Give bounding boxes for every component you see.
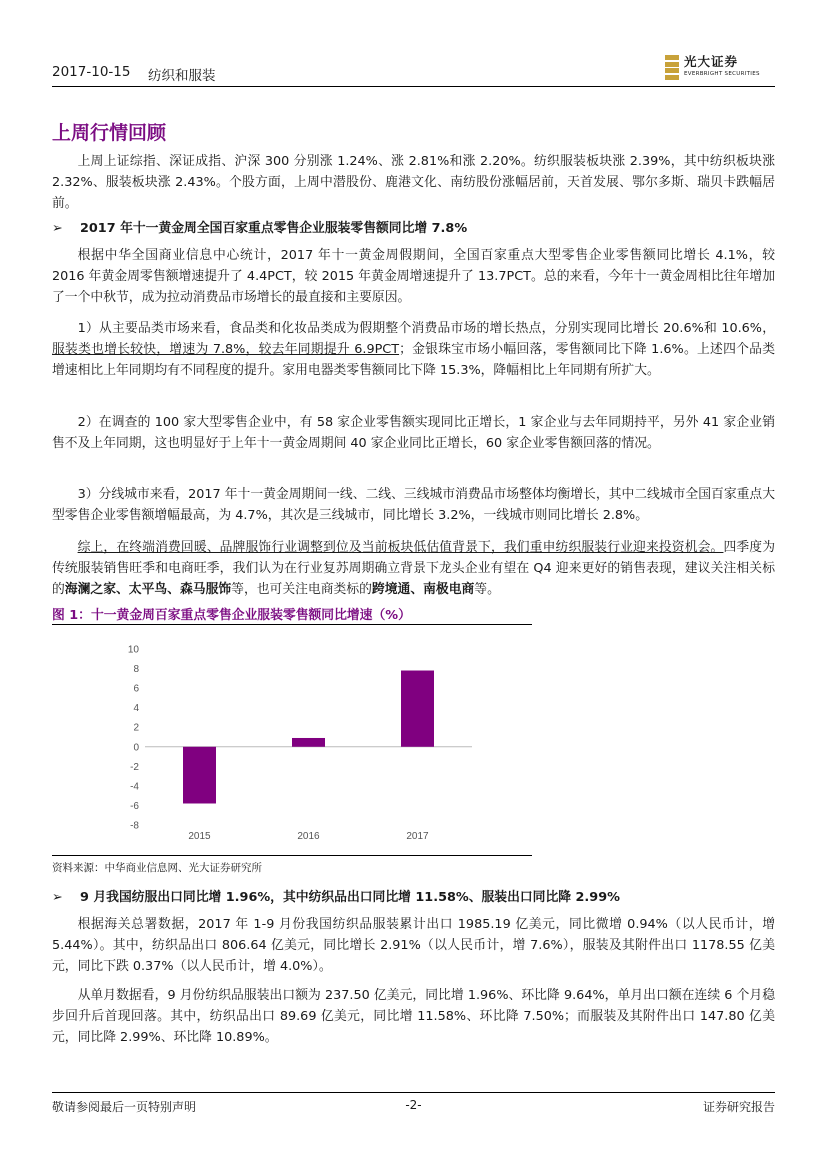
bullet-heading-exports <box>52 886 775 905</box>
category-text-c: ；金银珠宝市场小幅回落，零售额同比下降 1.6%。上述四个品类增速相比上年同期均有不同程度的提升。家用电器类零售额同比下降 15.3%，降幅相比上年同期有所扩大。 <box>52 342 775 378</box>
paragraph-export-monthly: 从单月数据看，9 月份纺织品服装出口额为 237.50 亿美元，同比增 1.96%、环比降 9.64%，单月出口额在连续 6 个月稳步回升后首现回落。其中，纺织品出口 89.69 亿美元，同比增 11.58%、环比降 7.50%；而服装及其附件出口 147.80 亿美元，同比降 2.99%、环比降 10.89%。 <box>52 988 775 1045</box>
x-tick-label: 2015 <box>188 831 211 842</box>
bar-2015 <box>183 747 216 804</box>
bar-2016 <box>292 738 325 747</box>
y-tick-label: -2 <box>130 761 139 773</box>
y-tick-label: 6 <box>133 683 139 695</box>
bullet-heading-text: 9 月我国纺服出口同比增 1.96%，其中纺织品出口同比增 11.58%、服装出口同比降 2.99% <box>80 890 620 905</box>
footer-report-type: 证券研究报告 <box>702 1100 775 1114</box>
y-tick-label: 10 <box>127 644 139 656</box>
y-tick-label: 0 <box>133 742 139 754</box>
figure-bottom-divider <box>52 855 532 856</box>
bullet-heading-golden-week <box>52 217 775 236</box>
category-text-a: 1）从主要品类市场来看，食品类和化妆品类成为假期整个消费品市场的增长热点，分别实现同比增长 20.6%和 10.6%， <box>77 321 775 336</box>
y-tick-label: -4 <box>130 781 139 793</box>
bar-2017 <box>401 671 434 747</box>
y-tick-label: -6 <box>130 800 139 812</box>
figure-source: 资料来源：中华商业信息网、光大证券研究所 <box>52 862 262 874</box>
paragraph-export-ytd: 根据海关总署数据，2017 年 1-9 月份我国纺织品服装累计出口 1985.19 亿美元，同比微增 0.94%（以人民币计，增 5.44%）。其中，纺织品出口 806.64 亿美元，同比增长 2.91%（以人民币计，增 7.6%），服装及其附件出口 1178.55 亿美元，同比下跌 0.37%（以人民币计，增 4.0%）。 <box>52 917 775 974</box>
logo-text-en: EVERBRIGHT SECURITIES <box>684 71 760 77</box>
x-tick-label: 2017 <box>406 831 429 842</box>
conclusion-ecommerce-picks: 跨境通、南极电商 <box>371 582 475 597</box>
header-divider <box>52 86 775 87</box>
figure-title: 图 1：十一黄金周百家重点零售企业服装零售额同比增速（%） <box>52 608 411 623</box>
company-logo <box>665 52 775 82</box>
paragraph-category-analysis <box>52 318 775 381</box>
logo-text-cn: 光大证券 <box>684 54 739 69</box>
figure-top-divider <box>52 624 532 625</box>
footer-divider <box>52 1092 775 1093</box>
paragraph-retail-stats: 根据中华全国商业信息中心统计，2017 年十一黄金周假期间，全国百家重点大型零售企业零售额同比增长 4.1%，较 2016 年黄金周零售额增速提升了 4.4PCT，较 2015 年黄金周增速提升了 13.7PCT。总的来看，今年十一黄金周相比往年增加了一个中秋节，成为拉动消费品市场增长的最直接和主要原因。 <box>52 248 775 305</box>
report-sector: 纺织和服装 <box>148 68 216 84</box>
conclusion-text-b: 四季度为传统服装销售旺季和电商旺季，我们认为在行业复苏周期确立背景下龙头企业有望在 Q4 迎来更好的销售表现，建议关注相关标的 <box>52 540 776 597</box>
x-tick-label: 2016 <box>297 831 320 842</box>
y-tick-label: 2 <box>133 722 139 734</box>
conclusion-text-d: 等，也可关注电商类标的 <box>231 582 372 597</box>
page-header <box>52 52 775 86</box>
conclusion-text-a: 综上，在终端消费回暖、品牌服饰行业调整到位及当前板块低估值背景下，我们重申纺织服装行业迎来投资机会。 <box>77 540 724 555</box>
arrow-bullet-icon: ➢ <box>52 890 63 905</box>
bullet-heading-text: 2017 年十一黄金周全国百家重点零售企业服装零售额同比增 7.8% <box>80 221 468 236</box>
y-tick-label: 8 <box>133 664 139 676</box>
section-title: 上周行情回顾 <box>52 122 167 144</box>
category-text-highlight: 服装类也增长较快，增速为 7.8%，较去年同期提升 6.9PCT <box>52 342 400 357</box>
arrow-bullet-icon: ➢ <box>52 221 63 236</box>
paragraph-city-analysis: 3）分线城市来看，2017 年十一黄金周期间一线、二线、三线城市消费品市场整体均衡增长，其中二线城市全国百家重点大型零售企业零售额增幅最高，为 4.7%，其次是三线城市，同比增长 3.2%，一线城市则同比增长 2.8%。 <box>52 487 776 523</box>
report-date: 2017-10-15 <box>52 64 131 80</box>
paragraph-market-review: 上周上证综指、深证成指、沪深 300 分别涨 1.24%、涨 2.81%和涨 2.20%。纺织服装板块涨 2.39%，其中纺织板块涨 2.32%、服装板块涨 2.43%。个股方面，上周中潜股份、鹿港文化、南纺股份涨幅居前，天首发展、鄂尔多斯、瑞贝卡跌幅居前。 <box>52 154 775 211</box>
conclusion-stock-picks: 海澜之家、太平鸟、森马服饰 <box>64 582 232 597</box>
bar-chart <box>52 630 532 850</box>
y-tick-label: -8 <box>130 820 139 832</box>
y-tick-label: 4 <box>133 703 139 715</box>
paragraph-conclusion <box>52 537 775 600</box>
page-number: -2- <box>405 1098 422 1112</box>
footer-disclaimer: 敬请参阅最后一页特别声明 <box>52 1100 197 1114</box>
conclusion-text-f: 等。 <box>474 582 500 597</box>
paragraph-enterprise-analysis: 2）在调查的 100 家大型零售企业中，有 58 家企业零售额实现同比正增长，1 家企业与去年同期持平，另外 41 家企业销售不及上年同期，这也明显好于上年十一黄金周期间 40 家企业同比正增长，60 家企业零售额回落的情况。 <box>52 415 775 451</box>
logo-mark-icon <box>665 55 679 79</box>
